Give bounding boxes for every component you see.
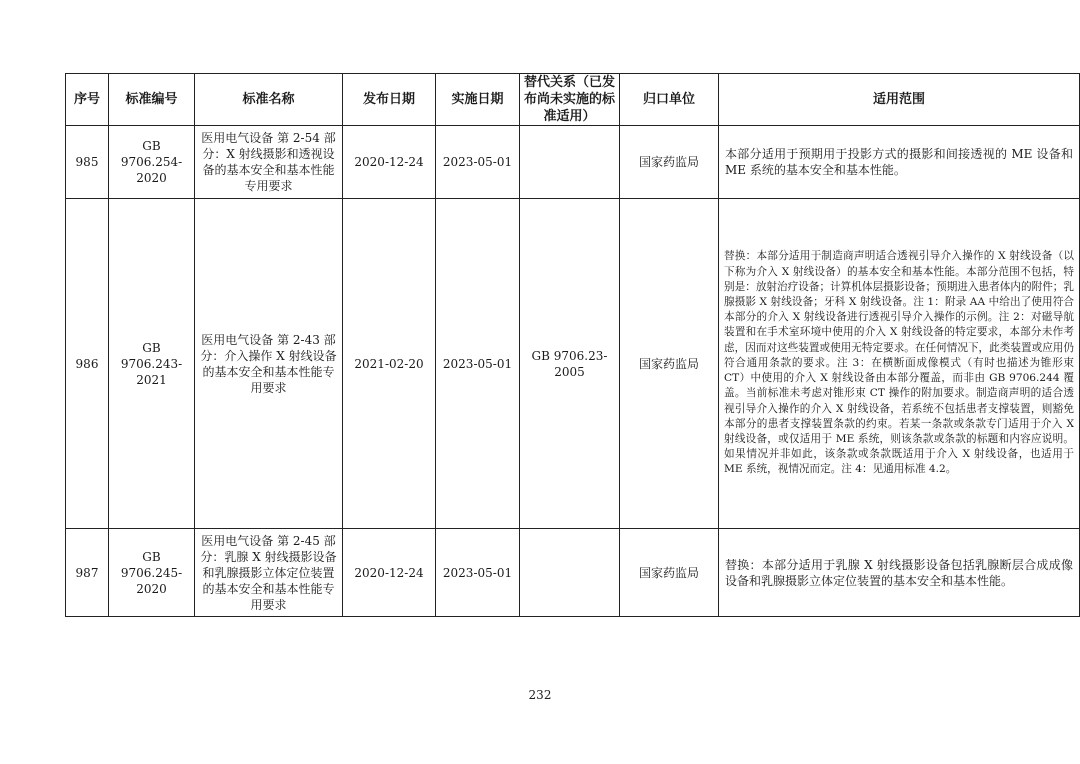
cell-scope: 本部分适用于预期用于投影方式的摄影和间接透视的 ME 设备和 ME 系统的基本安全和基本性能。 [719, 126, 1080, 199]
header-publish-date: 发布日期 [343, 74, 436, 126]
cell-publish-date: 2020-12-24 [343, 529, 436, 617]
header-scope: 适用范围 [719, 74, 1080, 126]
header-authority: 归口单位 [620, 74, 719, 126]
page-number: 232 [528, 688, 552, 702]
cell-publish-date: 2020-12-24 [343, 126, 436, 199]
cell-name: 医用电气设备 第 2-43 部分：介入操作 X 射线设备的基本安全和基本性能专用要求 [195, 199, 343, 529]
cell-impl-date: 2023-05-01 [436, 126, 520, 199]
cell-authority: 国家药监局 [620, 529, 719, 617]
cell-no: 987 [66, 529, 109, 617]
cell-no: 986 [66, 199, 109, 529]
header-no: 序号 [66, 74, 109, 126]
cell-code: GB 9706.243-2021 [109, 199, 195, 529]
header-impl-date: 实施日期 [436, 74, 520, 126]
header-name: 标准名称 [195, 74, 343, 126]
cell-authority: 国家药监局 [620, 199, 719, 529]
cell-replace [520, 529, 620, 617]
cell-scope: 替换：本部分适用于制造商声明适合透视引导介入操作的 X 射线设备（以下称为介入 X 射线设备）的基本安全和基本性能。本部分范围不包括，特别是：放射治疗设备；计算机体层摄影设备；预期进入患者体内的附件；乳腺摄影 X 射线设备；牙科 X 射线设备。注 1：附录 AA 中给出了使用符合本部分的介入 X 射线设备进行透视引导介入操作的示例。注 2：对磁导航装置和在手术室环境中使用的介入 X 射线设备的特定要求，本部分未作考虑，因而对这些装置或使用无特定要求。在任何情况下，此类装置或应用仍符合通用条款的要求。注 3：在横断面成像模式（有时也描述为锥形束 CT）中使用的介入 X 射线设备由本部分覆盖，而非由 GB 9706.244 覆盖。当前标准未考虑对锥形束 CT 操作的附加要求。制造商声明的适合透视引导介入操作的介入 X 射线设备，若系统不包括患者支撑装置，则豁免本部分的患者支撑装置条款的约束。若某一条款或条款专门适用于介入 X 射线设备，或仅适用于 ME 系统，则该条款或条款的标题和内容应说明。如果情况并非如此，该条款或条款既适用于介入 X 射线设备，也适用于 ME 系统，视情况而定。注 4：见通用标准 4.2。 [719, 199, 1080, 529]
table-row [66, 199, 1080, 529]
table-row [66, 126, 1080, 199]
cell-replace: GB 9706.23-2005 [520, 199, 620, 529]
cell-replace [520, 126, 620, 199]
standards-table [65, 73, 1080, 617]
cell-name: 医用电气设备 第 2-45 部分：乳腺 X 射线摄影设备和乳腺摄影立体定位装置的基本安全和基本性能专用要求 [195, 529, 343, 617]
header-code: 标准编号 [109, 74, 195, 126]
cell-scope: 替换：本部分适用于乳腺 X 射线摄影设备包括乳腺断层合成成像设备和乳腺摄影立体定位装置的基本安全和基本性能。 [719, 529, 1080, 617]
table-header-row [66, 74, 1080, 126]
cell-impl-date: 2023-05-01 [436, 529, 520, 617]
cell-code: GB 9706.254-2020 [109, 126, 195, 199]
cell-publish-date: 2021-02-20 [343, 199, 436, 529]
header-replace: 替代关系（已发布尚未实施的标准适用） [520, 74, 620, 126]
cell-code: GB 9706.245-2020 [109, 529, 195, 617]
cell-impl-date: 2023-05-01 [436, 199, 520, 529]
cell-authority: 国家药监局 [620, 126, 719, 199]
table-row [66, 529, 1080, 617]
cell-name: 医用电气设备 第 2-54 部分：X 射线摄影和透视设备的基本安全和基本性能专用要求 [195, 126, 343, 199]
cell-no: 985 [66, 126, 109, 199]
